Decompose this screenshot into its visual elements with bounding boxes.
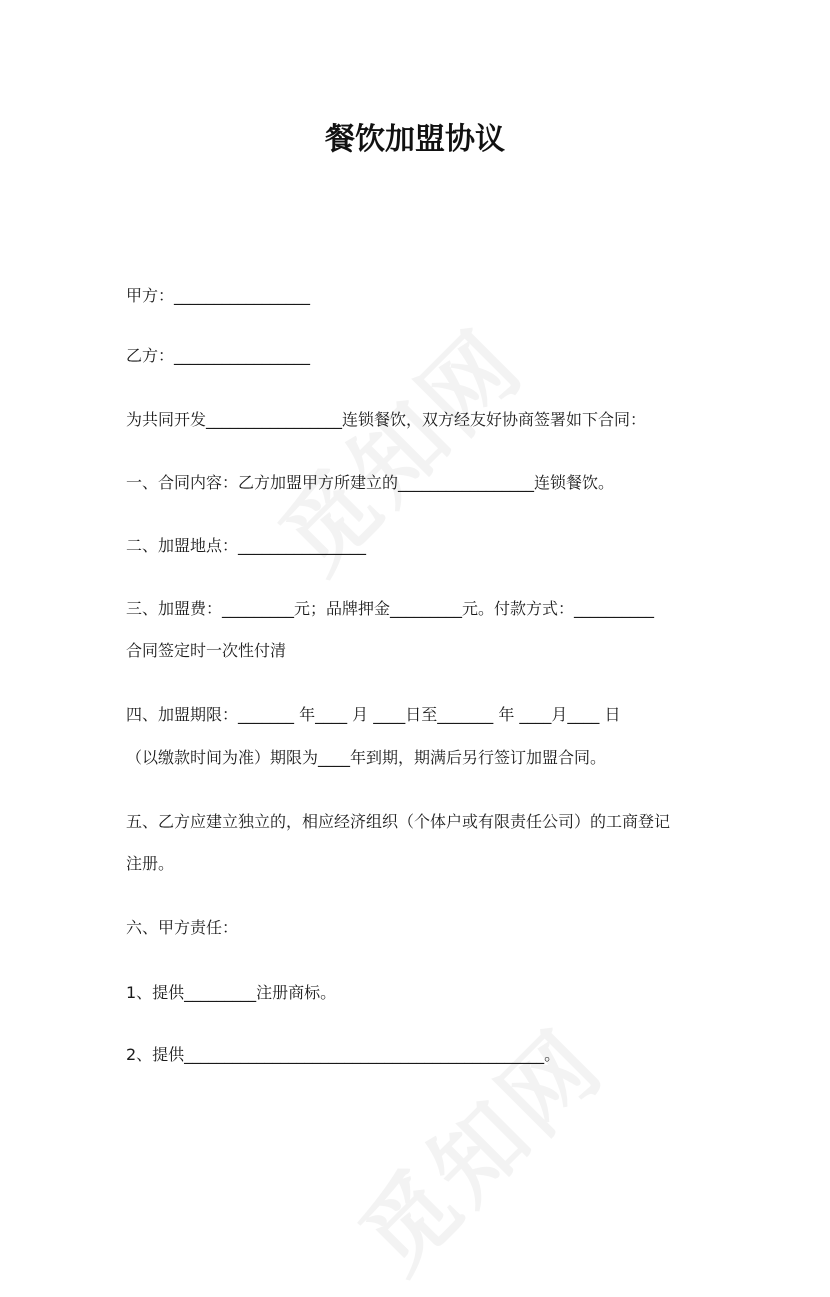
clause-3-fees: 三、加盟费：_________元；品牌押金_________元。付款方式：__________ [126, 599, 655, 618]
party-a-line: 甲方：_________________ [126, 286, 311, 305]
clause-4-continuation: （以缴款时间为准）期限为____年到期，期满后另行签订加盟合同。 [126, 748, 607, 767]
clause-1-content: 一、合同内容：乙方加盟甲方所建立的_________________连锁餐饮。 [126, 473, 615, 492]
page-title: 餐饮加盟协议 [325, 122, 505, 157]
intro-paragraph: 为共同开发_________________连锁餐饮，双方经友好协商签署如下合同： [126, 410, 647, 429]
clause-4-term: 四、加盟期限：_______ 年____ 月 ____日至_______ 年 ____月____ 日 [126, 705, 621, 724]
party-b-line: 乙方：_________________ [126, 346, 311, 365]
clause-6-item-2: 2、提供_____________________________________________。 [126, 1045, 561, 1064]
clause-5-registration: 五、乙方应建立独立的，相应经济组织（个体户或有限责任公司）的工商登记 [126, 812, 671, 831]
clause-6-item-1: 1、提供_________注册商标。 [126, 983, 337, 1002]
clause-3-continuation: 合同签定时一次性付清 [126, 641, 287, 660]
clause-6-heading: 六、甲方责任： [126, 918, 239, 937]
clause-5-continuation: 注册。 [126, 854, 175, 873]
watermark [326, 995, 627, 1296]
clause-2-location: 二、加盟地点：________________ [126, 536, 367, 555]
